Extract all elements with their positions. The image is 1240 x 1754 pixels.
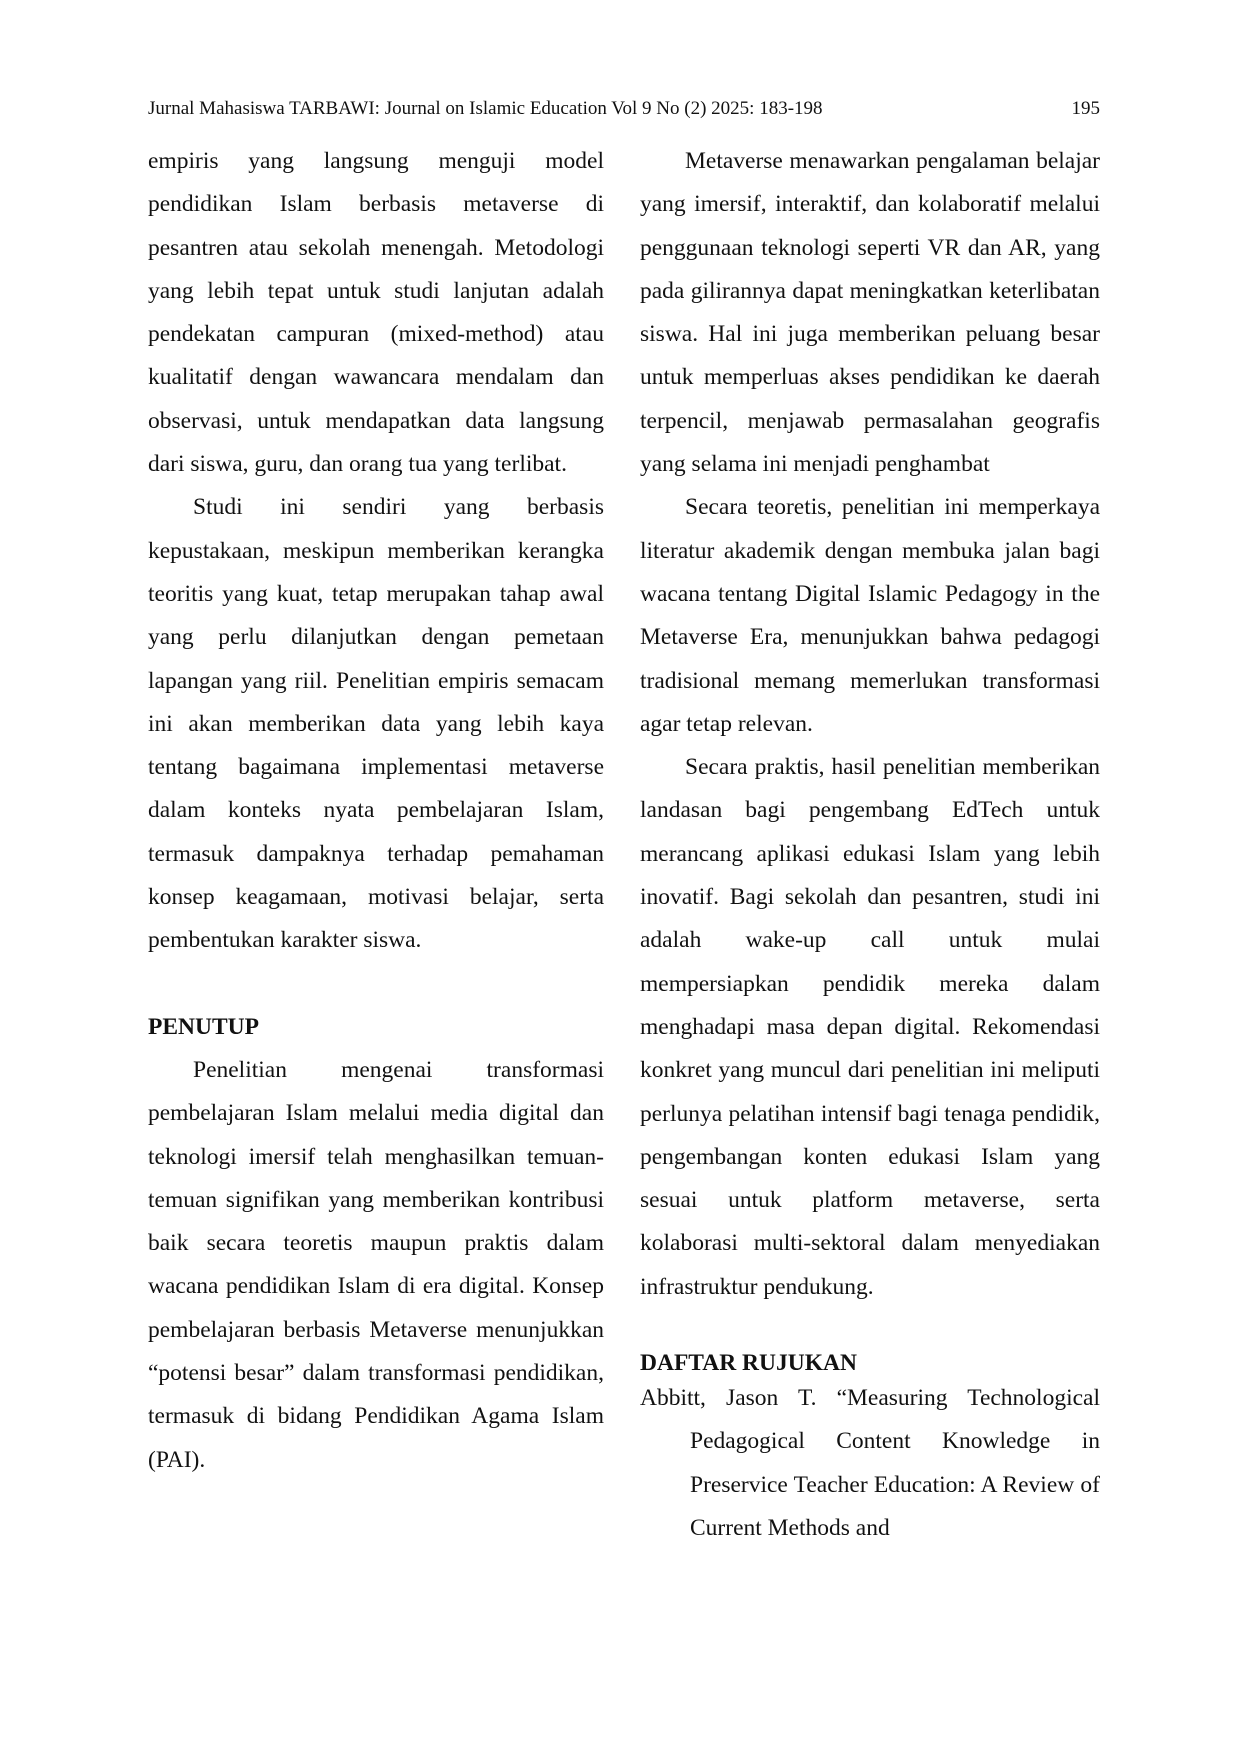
paragraph-conclusion: Penelitian mengenai transformasi pembelajaran Islam melalui media digital dan teknologi imersif telah menghasilkan temuan-temuan signifikan yang memberikan kontribusi baik secara teoretis maupun praktis dalam wacana pendidikan Islam di era digital. Konsep pembelajaran berbasis Metaverse menunjukkan “potensi besar” dalam transformasi pendidikan, termasuk di bidang Pendidikan Agama Islam (PAI).	[148, 1056, 604, 1473]
left-column	[148, 140, 604, 1482]
paragraph-metaverse-offers: Metaverse menawarkan pengalaman belajar yang imersif, interaktif, dan kolaboratif melalui penggunaan teknologi seperti VR dan AR, yang pada gilirannya dapat meningkatkan keterlibatan siswa. Hal ini juga memberikan peluang besar untuk memperluas akses pendidikan ke daerah terpencil, menjawab permasalahan geografis yang selama ini menjadi penghambat	[640, 148, 1100, 478]
journal-title: Jurnal Mahasiswa TARBAWI: Journal on Islamic Education Vol 9 No (2) 2025: 183-198	[148, 98, 823, 119]
paragraph-continued: empiris yang langsung menguji model pendidikan Islam berbasis metaverse di pesantren atau sekolah menengah. Metodologi yang lebih tepat untuk studi lanjutan adalah pendekatan campuran (mixed-method) atau kualitatif dengan wawancara mendalam dan observasi, untuk mendapatkan data langsung dari siswa, guru, dan orang tua yang terlibat.	[148, 148, 604, 478]
section-heading-penutup: PENUTUP	[148, 1013, 259, 1040]
page-number: 195	[1071, 98, 1100, 119]
running-header	[148, 98, 1100, 122]
reference-entry: Abbitt, Jason T. “Measuring Technological Pedagogical Content Knowledge in Preservice Teacher Education: A Review of Current Methods and	[640, 1385, 1100, 1541]
paragraph-practical: Secara praktis, hasil penelitian memberikan landasan bagi pengembang EdTech untuk merancang aplikasi edukasi Islam yang lebih inovatif. Bagi sekolah dan pesantren, studi ini adalah wake-up call untuk mulai mempersiapkan pendidik mereka dalam menghadapi masa depan digital. Rekomendasi konkret yang muncul dari penelitian ini meliputi perlunya pelatihan intensif bagi tenaga pendidik, pengembangan konten edukasi Islam yang sesuai untuk platform metaverse, serta kolaborasi multi-sektoral dalam menyediakan infrastruktur pendukung.	[640, 754, 1100, 1300]
section-heading-references: DAFTAR RUJUKAN	[640, 1350, 857, 1377]
paragraph-library-study: Studi ini sendiri yang berbasis kepustakaan, meskipun memberikan kerangka teoritis yang kuat, tetap merupakan tahap awal yang perlu dilanjutkan dengan pemetaan lapangan yang riil. Penelitian empiris semacam ini akan memberikan data yang lebih kaya tentang bagaimana implementasi metaverse dalam konteks nyata pembelajaran Islam, termasuk dampaknya terhadap pemahaman konsep keagamaan, motivasi belajar, serta pembentukan karakter siswa.	[148, 494, 604, 954]
paragraph-theoretical: Secara teoretis, penelitian ini memperkaya literatur akademik dengan membuka jalan bagi wacana tentang Digital Islamic Pedagogy in the Metaverse Era, menunjukkan bahwa pedagogi tradisional memang memerlukan transformasi agar tetap relevan.	[640, 494, 1100, 737]
right-column	[640, 140, 1100, 1550]
